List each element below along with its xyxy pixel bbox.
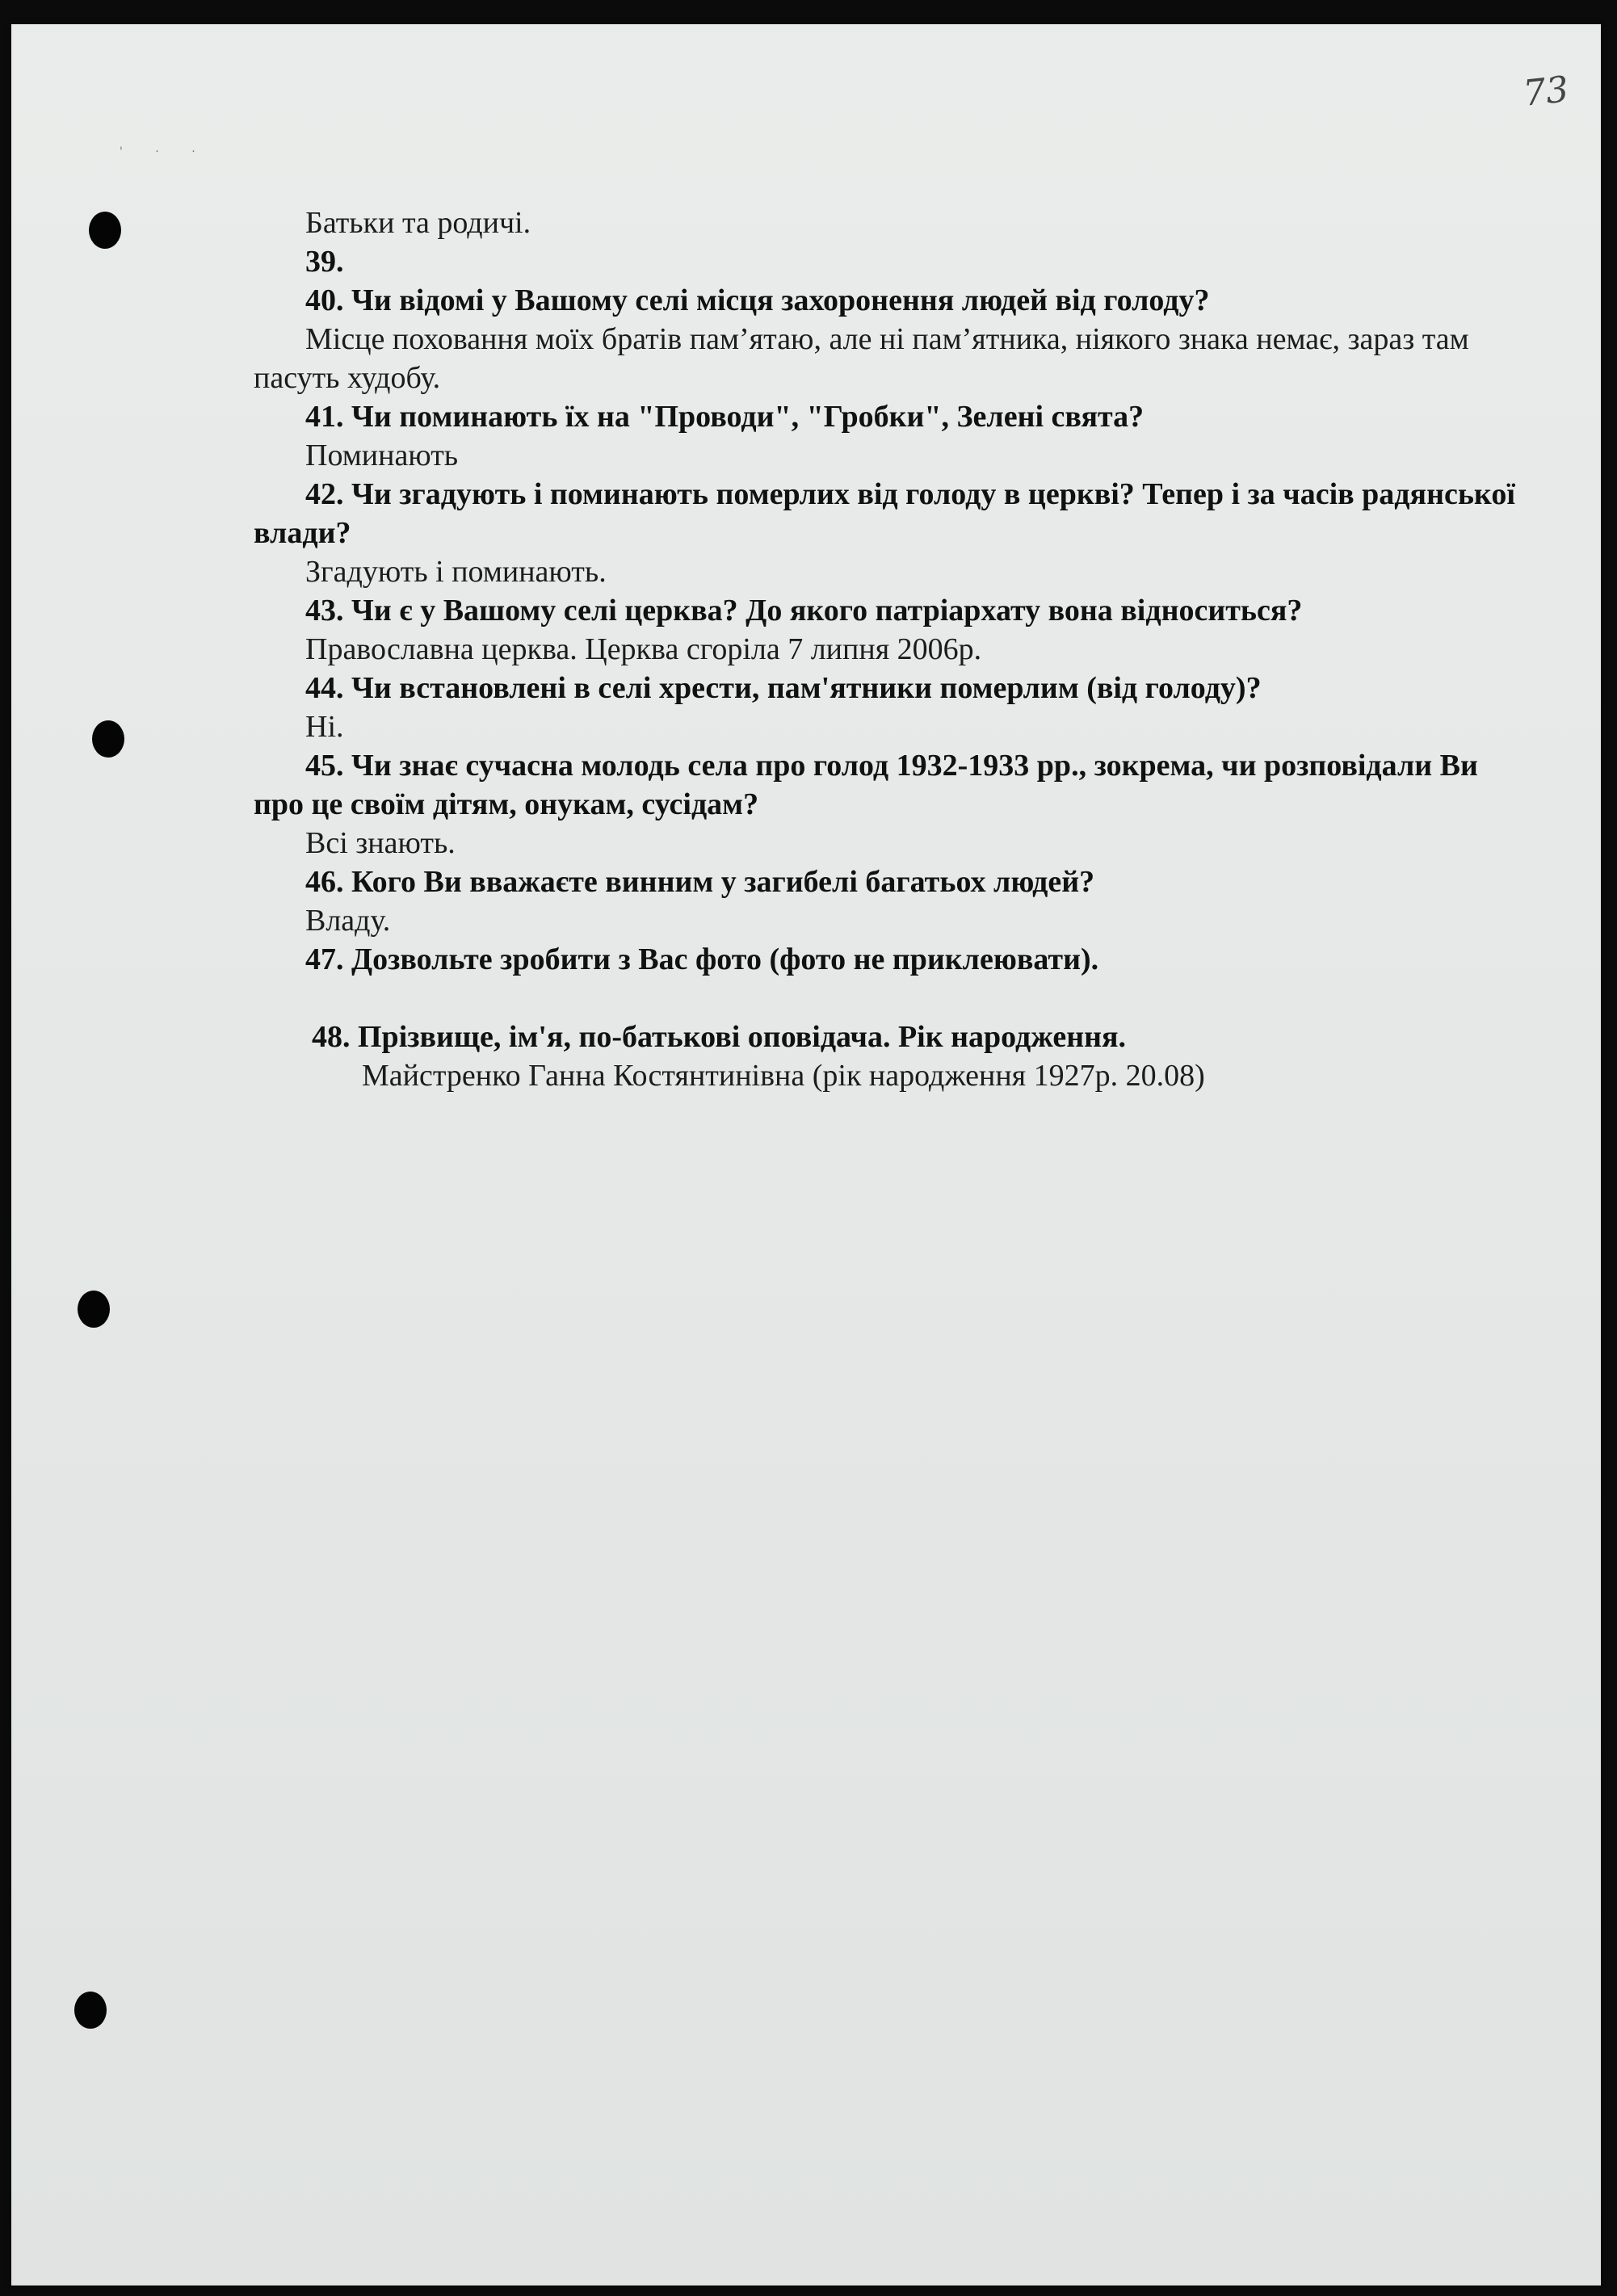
question-text: 43. Чи є у Вашому селі церква? До якого патріархату вона відноситься? <box>305 594 1303 628</box>
answer-text: Ні. <box>305 710 344 744</box>
punch-hole <box>92 720 124 758</box>
punch-hole <box>78 1291 110 1328</box>
answer-text: Всі знають. <box>305 826 456 860</box>
handwritten-page-number: 73 <box>1521 69 1571 115</box>
question-text: 39. <box>305 245 344 279</box>
document-page <box>11 24 1601 2286</box>
punch-hole <box>74 1992 107 2029</box>
punch-hole <box>89 212 121 249</box>
question-text: 41. Чи поминають їх на "Проводи", "Гробки", Зелені свята? <box>305 400 1144 434</box>
narrator-answer: Майстренко Ганна Костянтинівна (рік народження 1927р. 20.08) <box>362 1059 1205 1093</box>
question-text: 44. Чи встановлені в селі хрести, пам'ятники померлим (від голоду)? <box>305 671 1262 705</box>
question-text: 42. Чи згадують і поминають померлих від голоду в церкві? Тепер і за часів радянської влади? <box>254 477 1515 550</box>
answer-text: Православна церква. Церква сгоріла 7 липня 2006р. <box>305 632 982 666</box>
question-text: 47. Дозвольте зробити з Вас фото (фото не приклеювати). <box>305 942 1099 976</box>
scan-marks: ' · · <box>120 145 210 158</box>
question-text: 46. Кого Ви вважаєте винним у загибелі багатьох людей? <box>305 865 1095 899</box>
narrator-question: 48. Прізвище, ім'я, по-батькові оповідача. Рік народження. <box>312 1020 1127 1054</box>
answer-text: Згадують і поминають. <box>305 555 607 589</box>
answer-text: Місце поховання моїх братів пам’ятаю, але ні пам’ятника, ніякого знака немає, зараз там пасуть худобу. <box>254 322 1469 395</box>
answer-text: Поминають <box>305 439 459 472</box>
answer-text: Владу. <box>305 904 391 938</box>
questionnaire-text <box>254 204 1530 1095</box>
spacer <box>254 979 1530 1018</box>
question-text: 45. Чи знає сучасна молодь села про голод 1932-1933 рр., зокрема, чи розповідали Ви про це своїм дітям, онукам, сусідам? <box>254 749 1478 821</box>
answer-text: Батьки та родичі. <box>305 206 531 240</box>
question-text: 40. Чи відомі у Вашому селі місця захоронення людей від голоду? <box>305 283 1210 317</box>
